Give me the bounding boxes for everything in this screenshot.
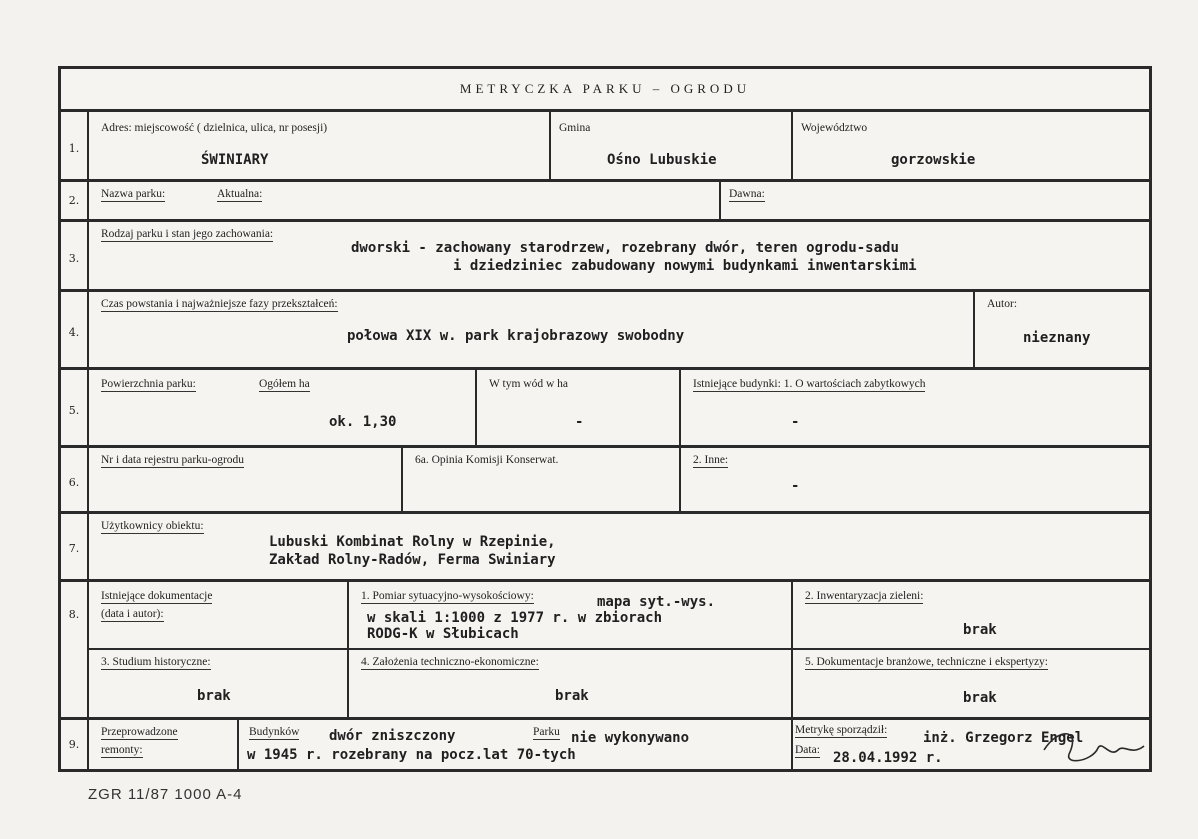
greenery-inventory-label: 2. Inwentaryzacja zieleni:	[805, 590, 924, 602]
address-label: Adres: miejscowość ( dzielnica, ulica, nr posesji)	[101, 122, 328, 134]
users-line-1: Lubuski Kombinat Rolny w Rzepinie,	[269, 534, 556, 550]
row-repairs	[61, 717, 1149, 772]
buildings-repairs-line-2: w 1945 r. rozebrany na pocz.lat 70-tych	[247, 747, 576, 763]
historic-buildings-label: Istniejące budynki: 1. O wartościach zabytkowych	[693, 378, 926, 390]
former-name-label: Dawna:	[729, 188, 765, 200]
history-value: połowa XIX w. park krajobrazowy swobodny	[347, 328, 685, 344]
row-number-cell	[61, 582, 89, 718]
historic-buildings-value: -	[791, 414, 800, 430]
repairs-label-2: remonty:	[101, 744, 143, 756]
prepared-by-label: Metrykę sporządził:	[795, 724, 888, 736]
date-value: 28.04.1992 r.	[833, 750, 943, 766]
documentation-label-1: Istniejące dokumentacje	[101, 590, 213, 602]
park-record-card	[58, 66, 1152, 772]
row-users	[61, 511, 1149, 580]
row-park-name	[61, 179, 1149, 220]
buildings-repairs-line-1: dwór zniszczony	[329, 728, 456, 744]
area-total-value: ok. 1,30	[329, 414, 397, 430]
row-number: 4.	[68, 326, 80, 339]
area-label: Powierzchnia parku:	[101, 378, 196, 390]
voivodeship-value: gorzowskie	[891, 152, 976, 168]
row-number: 6.	[68, 476, 80, 489]
register-label: Nr i data rejestru parku-ogrodu	[101, 454, 245, 466]
row-number: 7.	[68, 542, 80, 555]
users-label: Użytkownicy obiektu:	[101, 520, 204, 532]
greenery-inventory-value: brak	[963, 622, 997, 638]
row-address	[61, 109, 1149, 180]
park-type-line-1: dworski - zachowany starodrzew, rozebrany dwór, teren ogrodu-sadu	[351, 240, 899, 256]
address-value: ŚWINIARY	[201, 152, 269, 168]
current-name-label: Aktualna:	[217, 188, 263, 200]
card-title: METRYCZKA PARKU – OGRODU	[459, 81, 751, 96]
row-number: 1.	[68, 142, 80, 155]
historical-study-value: brak	[197, 688, 231, 704]
park-repairs-label: Parku	[533, 726, 560, 738]
repairs-label-1: Przeprowadzone	[101, 726, 178, 738]
row-number: 5.	[68, 404, 80, 417]
conservator-opinion-label: 6a. Opinia Komisji Konserwat.	[415, 454, 559, 466]
date-label: Data:	[795, 744, 820, 756]
users-line-2: Zakład Rolny-Radów, Ferma Swiniary	[269, 552, 556, 568]
row-number: 3.	[68, 252, 80, 265]
row-documentation	[61, 579, 1149, 718]
signature-scribble	[1040, 722, 1150, 772]
author-label: Autor:	[987, 298, 1018, 310]
technical-economic-value: brak	[555, 688, 589, 704]
water-area-value: -	[575, 414, 584, 430]
park-repairs-value: nie wykonywano	[571, 730, 690, 746]
park-type-label: Rodzaj parku i stan jego zachowania:	[101, 228, 274, 240]
row-number: 2.	[68, 194, 80, 207]
historical-study-label: 3. Studium historyczne:	[101, 656, 211, 668]
row-number: 8.	[68, 608, 80, 621]
branch-documentation-value: brak	[963, 690, 997, 706]
other-buildings-label: 2. Inne:	[693, 454, 729, 466]
prepared-by-value: inż. Grzegorz Engel	[923, 730, 1084, 746]
area-total-label: Ogółem ha	[259, 378, 310, 390]
park-name-label: Nazwa parku:	[101, 188, 166, 200]
form-code: ZGR 11/87 1000 A-4	[88, 786, 243, 803]
row-register	[61, 445, 1149, 512]
water-area-label: W tym wód w ha	[489, 378, 569, 390]
author-value: nieznany	[1023, 330, 1091, 346]
survey-line-1: mapa syt.-wys.	[597, 594, 716, 610]
row-number: 9.	[68, 738, 80, 751]
voivodeship-label: Województwo	[801, 122, 868, 134]
technical-economic-label: 4. Założenia techniczno-ekonomiczne:	[361, 656, 539, 668]
other-buildings-value: -	[791, 478, 800, 494]
row-area	[61, 367, 1149, 446]
branch-documentation-label: 5. Dokumentacje branżowe, techniczne i ekspertyzy:	[805, 656, 1048, 668]
gmina-value: Ośno Lubuskie	[607, 152, 717, 168]
survey-line-3: RODG-K w Słubicach	[367, 626, 519, 642]
row-park-type	[61, 219, 1149, 290]
park-type-line-2: i dziedziniec zabudowany nowymi budynkami inwentarskimi	[453, 258, 917, 274]
row-history	[61, 289, 1149, 368]
survey-label: 1. Pomiar sytuacyjno-wysokościowy:	[361, 590, 534, 602]
buildings-repairs-label: Budynków	[249, 726, 300, 738]
documentation-label-2: (data i autor):	[101, 608, 164, 620]
history-label: Czas powstania i najważniejsze fazy przekształceń:	[101, 298, 338, 310]
survey-line-2: w skali 1:1000 z 1977 r. w zbiorach	[367, 610, 663, 626]
gmina-label: Gmina	[559, 122, 591, 134]
